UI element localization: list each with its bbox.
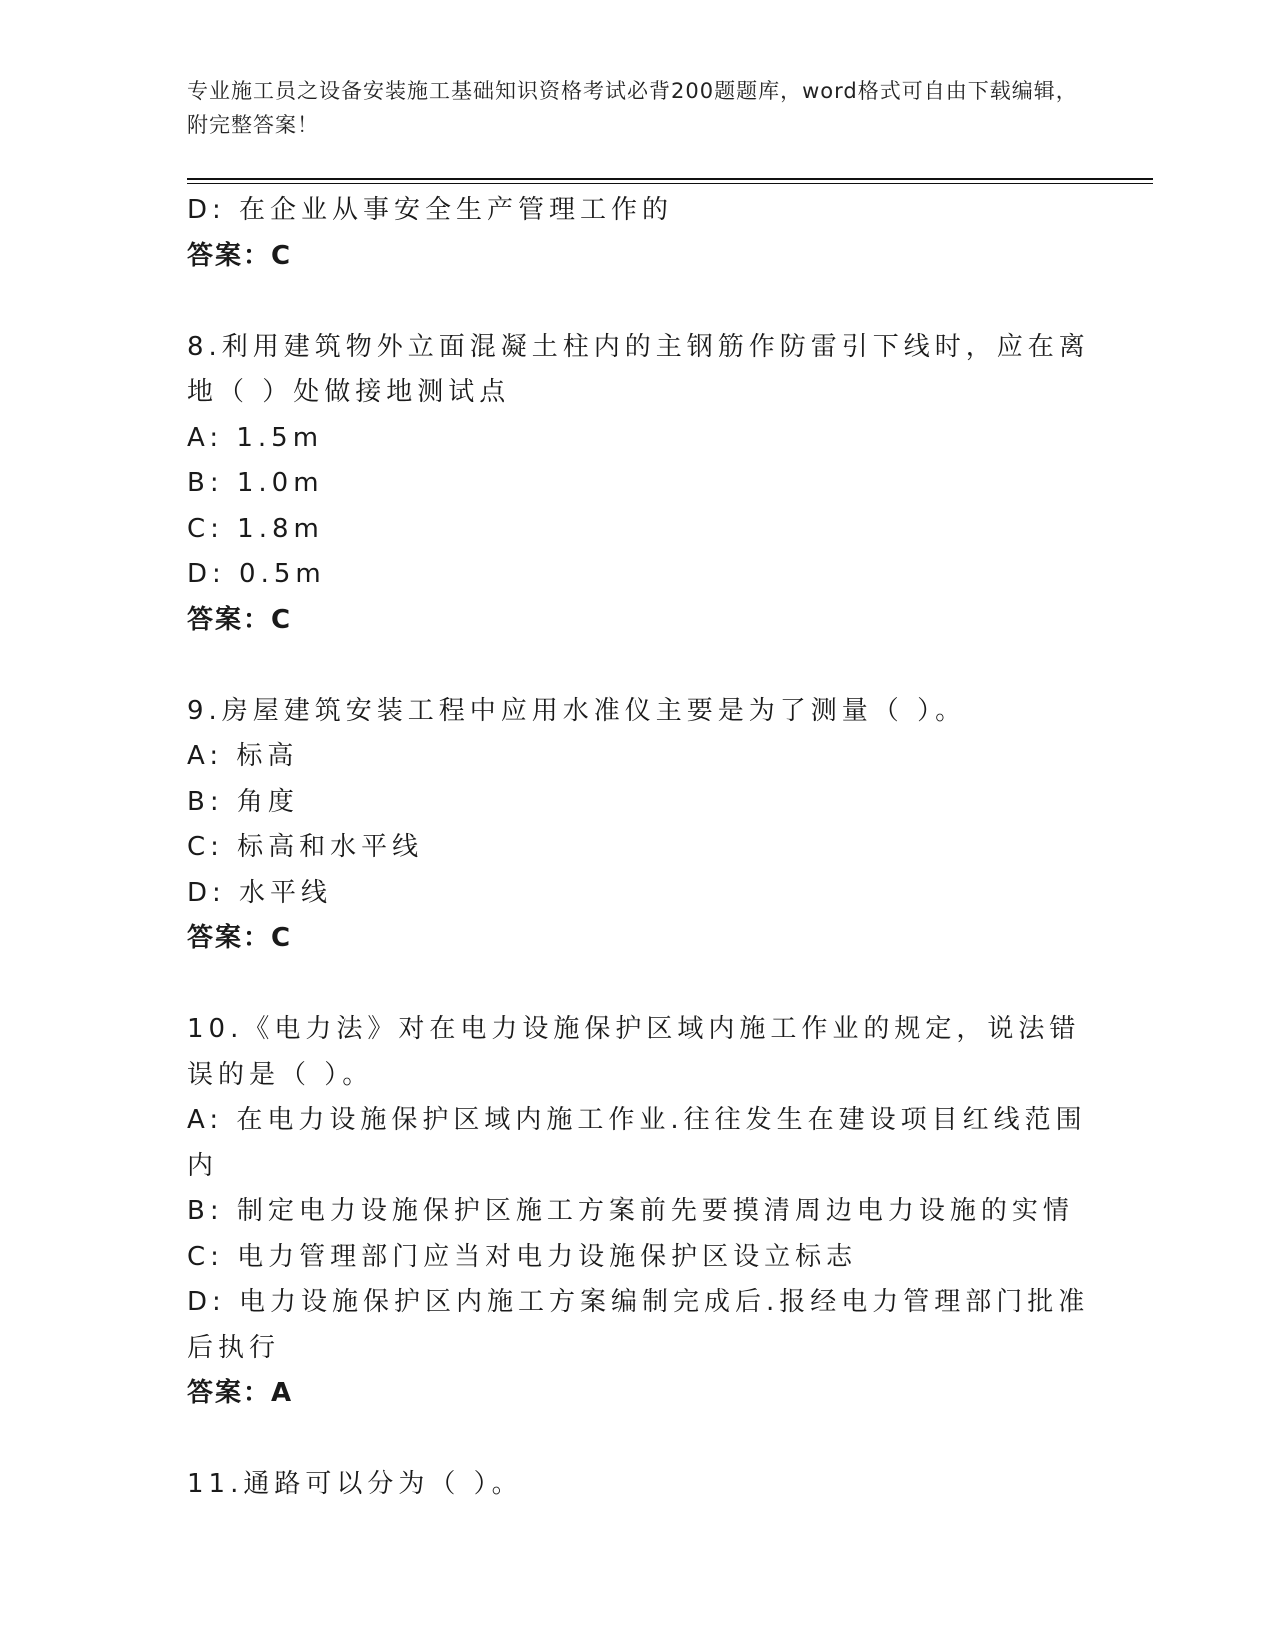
question-stem: 9.房屋建筑安装工程中应用水准仪主要是为了测量（ ）。 — [187, 695, 967, 726]
option-b: B: 角度 — [187, 786, 299, 817]
option-a: A: 在电力设施保护区域内施工作业.往往发生在建设项目红线范围内 — [187, 1105, 1087, 1181]
question-8 — [187, 325, 1107, 644]
answer: 答案：C — [187, 240, 293, 271]
option-d: D: 电力设施保护区内施工方案编制完成后.报经电力管理部门批准后执行 — [187, 1287, 1090, 1363]
option-a: A: 标高 — [187, 741, 299, 771]
answer: 答案：A — [187, 1378, 294, 1408]
option-b: B: 制定电力设施保护区施工方案前先要摸清周边电力设施的实情 — [187, 1196, 1074, 1226]
answer: 答案：C — [187, 923, 293, 953]
spacer — [187, 1417, 1107, 1463]
option-c: C: 标高和水平线 — [187, 832, 424, 862]
option-d: D: 0.5m — [187, 559, 326, 589]
question-stem: 10.《电力法》对在电力设施保护区域内施工作业的规定，说法错误的是（ ）。 — [187, 1014, 1081, 1090]
page-header: 专业施工员之设备安装施工基础知识资格考试必背200题题库，word格式可自由下载编辑，附完整答案！ — [187, 79, 1078, 137]
spacer — [187, 279, 1107, 325]
question-stem: 8.利用建筑物外立面混凝土柱内的主钢筋作防雷引下线时，应在离地（ ）处做接地测试点 — [187, 331, 1090, 407]
option-c: C: 1.8m — [187, 513, 324, 544]
question-11 — [187, 1462, 1107, 1508]
option-a: A: 1.5m — [187, 422, 324, 453]
option-c: C: 电力管理部门应当对电力设施保护区设立标志 — [187, 1241, 858, 1272]
question-10 — [187, 1007, 1107, 1417]
option-d: D: 水平线 — [187, 877, 333, 908]
spacer — [187, 643, 1107, 689]
question-list — [187, 188, 1107, 1508]
answer: 答案：C — [187, 604, 293, 635]
question-stem: 11.通路可以分为（ ）。 — [187, 1469, 523, 1499]
option-d: D: 在企业从事安全生产管理工作的 — [187, 195, 674, 225]
option-b: B: 1.0m — [187, 468, 324, 498]
question-9 — [187, 689, 1107, 962]
header-divider-thin — [187, 183, 1153, 184]
spacer — [187, 962, 1107, 1008]
header-divider-thick — [187, 178, 1153, 180]
